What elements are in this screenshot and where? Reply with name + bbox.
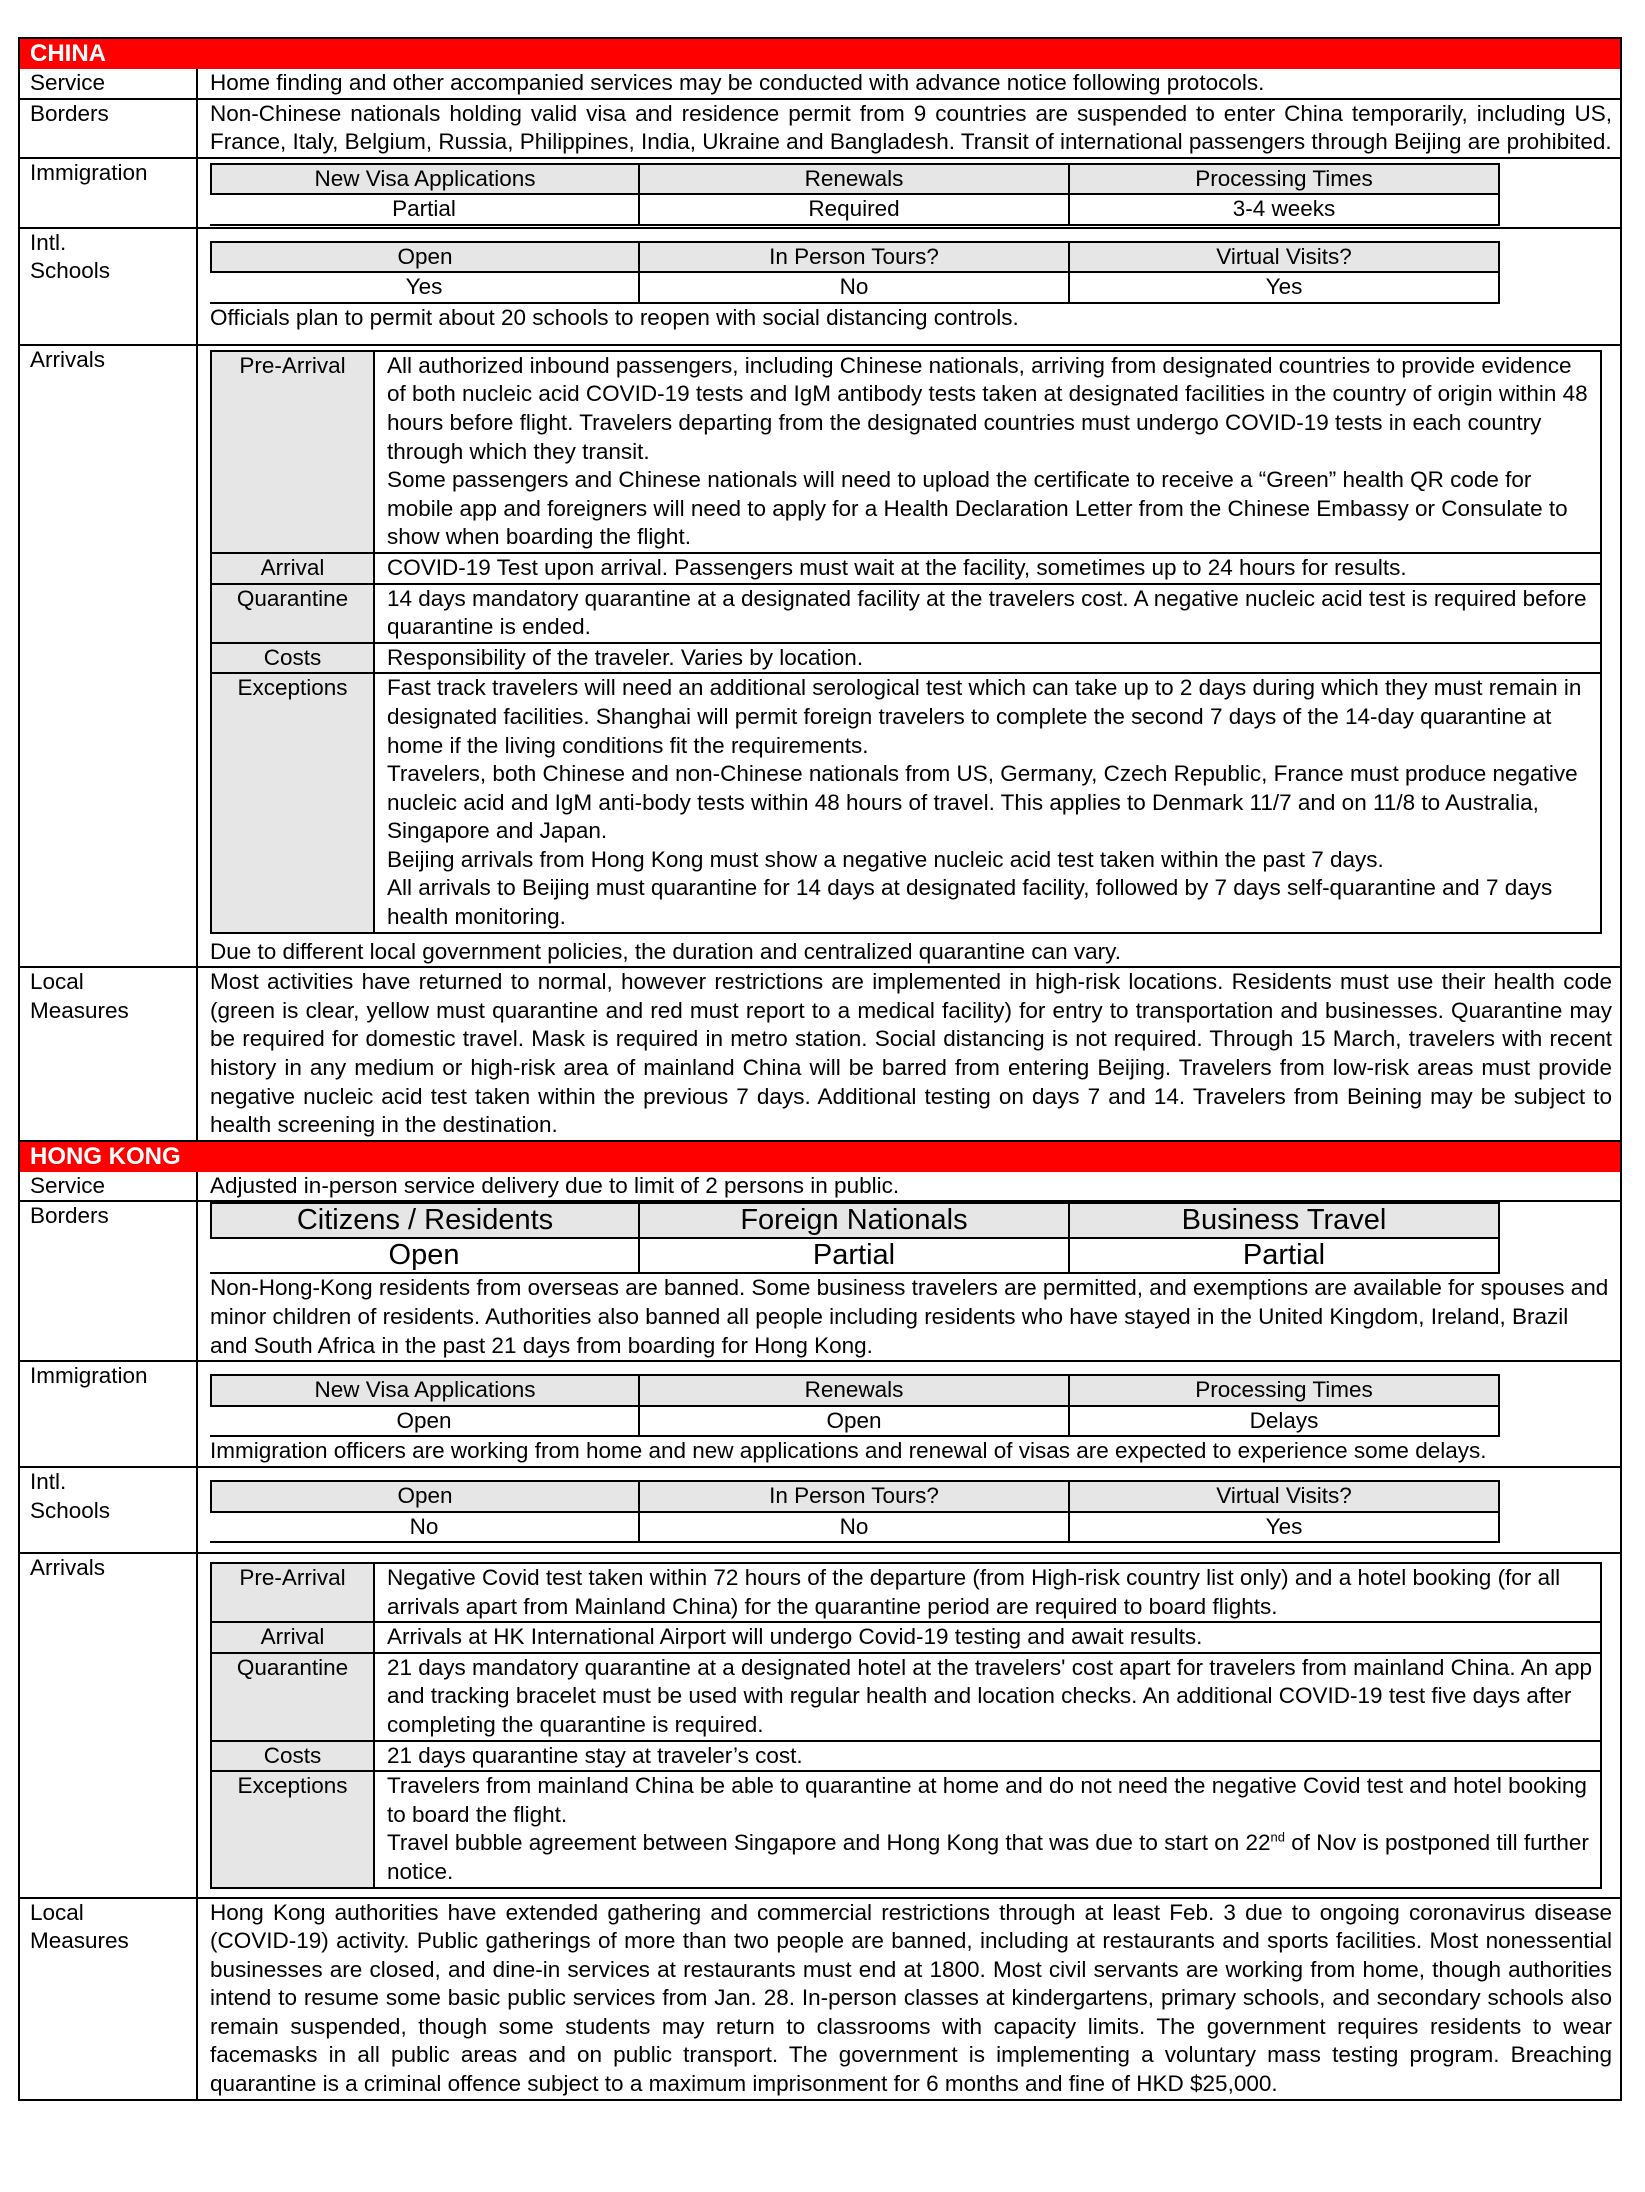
arrivals-row-exceptions: [212, 674, 1600, 931]
china-schools-row: [20, 229, 1620, 346]
arrivals-text: 21 days quarantine stay at traveler’s cost.: [387, 1742, 803, 1768]
paragraph: All authorized inbound passengers, including Chinese nationals, arriving from designated countries to provide evidence of both nucleic acid COVID-19 tests and IgM antibody tests taken at designated facilities in the country of origin within 48 hours before flight. Travelers departing from the designated countries must undergo COVID-19 tests in each country through which they transit.: [387, 352, 1588, 464]
schools-note: Officials plan to permit about 20 schools to reopen with social distancing controls.: [210, 304, 1019, 330]
hk-schools-row: [20, 1468, 1620, 1554]
arrivals-row-exceptions: [212, 1772, 1600, 1886]
arrivals-label: Exceptions: [212, 1772, 375, 1886]
paragraph: Fast track travelers will need an additional serological test which can take up to 2 days during which they must remain in designated facilities. Shanghai will permit foreign travelers to complete the second 7 days of the 14-day quarantine at home if the living conditions fit the requirements.: [387, 675, 1582, 758]
arrivals-row-arrival: [212, 1623, 1600, 1654]
borders-text: Non-Chinese nationals holding valid visa and residence permit from 9 countries are suspended to enter China temporarily, including US, France, Italy, Belgium, Russia, Philippines, India, Ukraine and Bangladesh. Transit of international passengers through Beijing are prohibited.: [210, 100, 1612, 155]
hk-immigration-row: [20, 1362, 1620, 1468]
schools-status-table: [210, 241, 1502, 304]
arrivals-label: Costs: [212, 1742, 375, 1771]
arrivals-label: Costs: [212, 644, 375, 673]
china-service-row: [20, 69, 1620, 100]
arrivals-row-quarantine: [212, 585, 1600, 644]
arrivals-note: Due to different local government policies, the duration and centralized quarantine can vary.: [210, 938, 1121, 964]
row-label: Arrivals: [20, 1554, 198, 1897]
arrivals-text: Arrivals at HK International Airport will undergo Covid-19 testing and await results.: [387, 1624, 1203, 1650]
country-table: [18, 37, 1622, 2101]
section-header-china: CHINA: [20, 39, 1620, 69]
table-cell: Yes: [1070, 1513, 1500, 1544]
row-label: Service: [20, 69, 198, 98]
paragraph: All arrivals to Beijing must quarantine for 14 days at designated facility, followed by 7 days self-quarantine and 7 days health monitoring.: [387, 875, 1553, 930]
table-cell: Yes: [1070, 273, 1500, 304]
table-header: Processing Times: [1070, 1374, 1500, 1407]
hk-local-measures-row: [20, 1899, 1620, 2099]
table-cell: Required: [640, 195, 1070, 226]
arrivals-text: Responsibility of the traveler. Varies by location.: [387, 644, 864, 670]
arrivals-text: 14 days mandatory quarantine at a designated facility at the travelers cost. A negative nucleic acid test is required before quarantine is ended.: [387, 585, 1587, 640]
arrivals-label: Pre-Arrival: [212, 352, 375, 552]
schools-content: [198, 1468, 1620, 1552]
paragraph: Travelers, both Chinese and non-Chinese nationals from US, Germany, Czech Republic, France must produce negative nucleic acid and IgM anti-body tests within 48 hours of travel. This applies to Denmark 11/7 and on 11/8 to Australia, Singapore and Japan.: [387, 761, 1578, 844]
arrivals-text: COVID-19 Test upon arrival. Passengers must wait at the facility, sometimes up to 24 hours for results.: [387, 554, 1407, 580]
row-label: Local Measures: [20, 1899, 198, 2099]
borders-note: Non-Hong-Kong residents from overseas are banned. Some business travelers are permitted, and exemptions are available for spouses and minor children of residents. Authorities also banned all people including residents who have stayed in the United Kingdom, Ireland, Brazil and South Africa in the past 21 days from boarding for Hong Kong.: [210, 1275, 1609, 1358]
table-header: Open: [210, 1480, 640, 1513]
service-text: Home finding and other accompanied services may be conducted with advance notice following protocols.: [210, 70, 1265, 95]
immigration-content: [198, 159, 1620, 227]
hk-borders-row: [20, 1202, 1620, 1362]
local-measures-text: Most activities have returned to normal, however restrictions are implemented in high-risk locations. Residents must use their health code (green is clear, yellow must quarantine and red must report to a medical facility) for entry to transportation and businesses. Quarantine may be required for domestic travel. Mask is required in metro station. Social distancing is not required. Through 15 March, travelers with recent history in any medium or high-risk area of mainland China will be barred from entering Beijing. Travelers from low-risk areas must provide negative nucleic acid test taken within the previous 7 days. Additional testing on days 7 and 14. Travelers from Beining may be subject to health screening in the destination.: [210, 969, 1612, 1138]
paragraph: Travelers from mainland China be able to quarantine at home and do not need the negative Covid test and hotel booking to board the flight.: [387, 1773, 1587, 1827]
paragraph: Some passengers and Chinese nationals will need to upload the certificate to receive a “Green” health QR code for mobile app and foreigners will need to apply for a Health Declaration Letter from the Chinese Embassy or Consulate to show when boarding the flight.: [387, 467, 1568, 550]
table-cell: Yes: [210, 273, 640, 304]
table-header: Renewals: [640, 1374, 1070, 1407]
paragraph: Beijing arrivals from Hong Kong must show a negative nucleic acid test taken within the past 7 days.: [387, 846, 1384, 872]
row-label: Immigration: [20, 159, 198, 227]
section-header-hong-kong: HONG KONG: [20, 1142, 1620, 1172]
table-cell: Open: [640, 1407, 1070, 1438]
table-cell: No: [640, 1513, 1070, 1544]
arrivals-label: Quarantine: [212, 585, 375, 642]
row-label: Intl. Schools: [20, 229, 198, 344]
immigration-status-table: [210, 1374, 1502, 1437]
china-arrivals-row: [20, 346, 1620, 968]
table-header: New Visa Applications: [210, 1374, 640, 1407]
arrivals-text: [375, 352, 1600, 552]
table-cell: Delays: [1070, 1407, 1500, 1438]
table-cell: 3-4 weeks: [1070, 195, 1500, 226]
immigration-status-table: [210, 163, 1502, 226]
local-measures-text: Hong Kong authorities have extended gathering and commercial restrictions through at least Feb. 3 due to ongoing coronavirus disease (COVID-19) activity. Public gatherings of more than two people are banned, including at restaurants and sports facilities. Most nonessential businesses are closed, and dine-in services at restaurants must end at 1800. Most civil servants are working from home, though authorities intend to resume some basic public services from Jan. 28. In-person classes at kindergartens, primary schools, and secondary schools also remain suspended, though some students may return to classrooms with capacity limits. The government requires residents to wear facemasks in all public areas and on public transport. The government is implementing a voluntary mass testing program. Breaching quarantine is a criminal offence subject to a maximum imprisonment for 6 months and fine of HKD $25,000.: [210, 1899, 1612, 2097]
arrivals-row-pre-arrival: [212, 1564, 1600, 1623]
row-label: Arrivals: [20, 346, 198, 966]
arrivals-row-costs: [212, 1742, 1600, 1773]
table-cell: Partial: [1070, 1239, 1500, 1274]
arrivals-text: [375, 674, 1600, 931]
row-label: Service: [20, 1172, 198, 1201]
arrivals-content: [198, 346, 1620, 966]
table-header: Virtual Visits?: [1070, 241, 1500, 274]
table-header: Open: [210, 241, 640, 274]
borders-content: [198, 1202, 1620, 1360]
arrivals-row-quarantine: [212, 1654, 1600, 1742]
table-header: In Person Tours?: [640, 1480, 1070, 1513]
arrivals-table: [210, 350, 1602, 934]
table-cell: Open: [210, 1407, 640, 1438]
hk-service-row: [20, 1172, 1620, 1203]
row-label: Borders: [20, 1202, 198, 1360]
arrivals-table: [210, 1562, 1602, 1889]
table-cell: Partial: [640, 1239, 1070, 1274]
table-header: Foreign Nationals: [640, 1202, 1070, 1239]
arrivals-label: Exceptions: [212, 674, 375, 931]
row-label: Borders: [20, 100, 198, 157]
china-immigration-row: [20, 159, 1620, 229]
table-header: In Person Tours?: [640, 241, 1070, 274]
immigration-content: [198, 1362, 1620, 1466]
row-label: Immigration: [20, 1362, 198, 1466]
schools-content: [198, 229, 1620, 344]
arrivals-label: Arrival: [212, 1623, 375, 1652]
service-text: Adjusted in-person service delivery due to limit of 2 persons in public.: [210, 1172, 900, 1198]
arrivals-content: [198, 1554, 1620, 1897]
paragraph-part: Travel bubble agreement between Singapore and Hong Kong that was due to start on 22: [387, 1830, 1271, 1856]
table-header: Citizens / Residents: [210, 1202, 640, 1239]
table-cell: No: [210, 1513, 640, 1544]
arrivals-row-arrival: [212, 554, 1600, 585]
arrivals-row-pre-arrival: [212, 352, 1600, 554]
schools-status-table: [210, 1480, 1502, 1543]
china-borders-row: [20, 100, 1620, 159]
row-label: Intl. Schools: [20, 1468, 198, 1552]
china-local-measures-row: [20, 968, 1620, 1142]
table-header: Business Travel: [1070, 1202, 1500, 1239]
arrivals-label: Quarantine: [212, 1654, 375, 1740]
row-label: Local Measures: [20, 968, 198, 1140]
table-header: Renewals: [640, 163, 1070, 196]
table-cell: Partial: [210, 195, 640, 226]
arrivals-text: 21 days mandatory quarantine at a designated hotel at the travelers' cost apart for travelers from mainland China. An app and tracking bracelet must be used with regular health and location checks. An additional COVID-19 test five days after completing the quarantine is required.: [387, 1654, 1592, 1737]
arrivals-label: Pre-Arrival: [212, 1564, 375, 1621]
paragraph: [387, 1829, 1592, 1886]
table-header: New Visa Applications: [210, 163, 640, 196]
hk-arrivals-row: [20, 1554, 1620, 1899]
table-header: Processing Times: [1070, 163, 1500, 196]
immigration-note: Immigration officers are working from home and new applications and renewal of visas are expected to experience some delays.: [210, 1438, 1487, 1464]
paragraph-part: of Nov is postponed till further notice.: [387, 1830, 1589, 1884]
arrivals-label: Arrival: [212, 554, 375, 583]
borders-status-table: [210, 1202, 1502, 1274]
arrivals-text: Negative Covid test taken within 72 hours of the departure (from High-risk country list only) and a hotel booking (for all arrivals apart from Mainland China) for the quarantine period are required to board flights.: [387, 1564, 1561, 1619]
table-header: Virtual Visits?: [1070, 1480, 1500, 1513]
table-cell: Open: [210, 1239, 640, 1274]
arrivals-row-costs: [212, 644, 1600, 675]
table-cell: No: [640, 273, 1070, 304]
arrivals-text: [375, 1772, 1600, 1886]
ordinal-suffix: nd: [1270, 1829, 1285, 1845]
